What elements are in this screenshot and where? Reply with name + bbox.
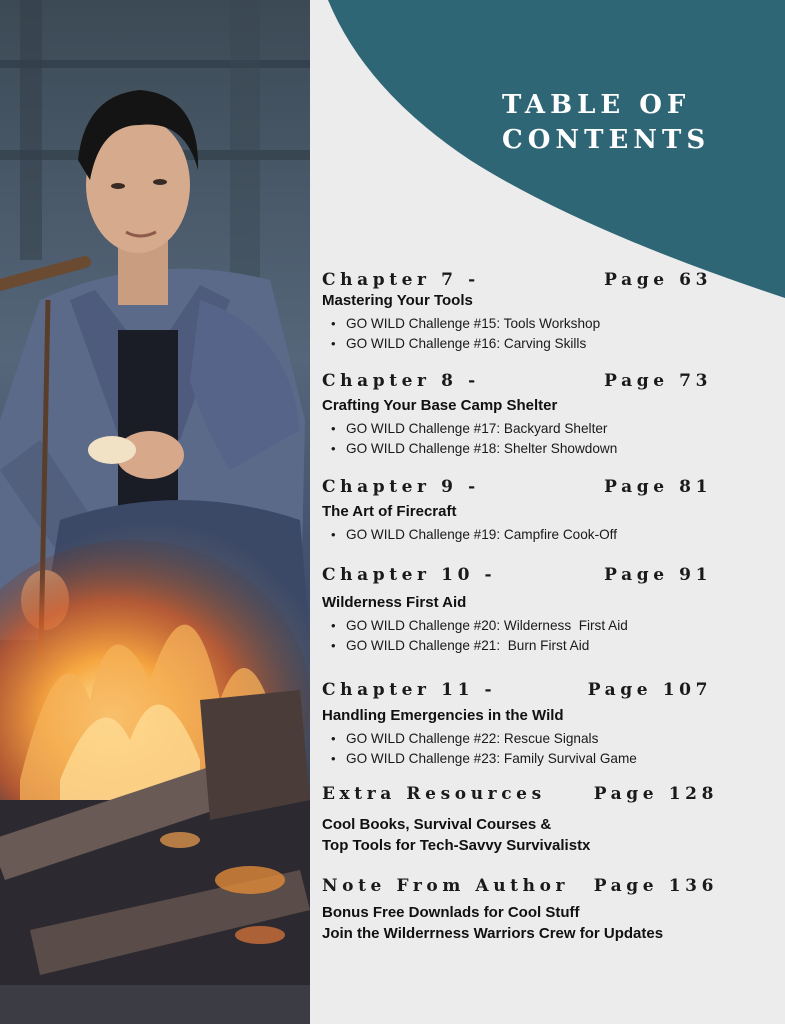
section-description: [322, 902, 718, 944]
chapter-heading: [322, 680, 712, 700]
chapter-heading: [322, 477, 712, 497]
chapter-page: Page 107: [587, 680, 712, 700]
note-from-author-entry: [322, 876, 718, 944]
chapter-label: Chapter 8 -: [322, 371, 480, 391]
chapter-9-entry: [322, 477, 712, 545]
challenge-item: • GO WILD Challenge #15: Tools Workshop: [322, 314, 712, 334]
section-page: Page 136: [593, 876, 718, 896]
chapter-label: Chapter 9 -: [322, 477, 480, 497]
chapter-page: Page 73: [604, 371, 712, 391]
chapter-title: Wilderness First Aid: [322, 594, 467, 611]
section-label: Note From Author: [322, 876, 570, 896]
chapter-7-entry: [322, 270, 712, 353]
section-heading: [322, 784, 718, 804]
challenge-list: [322, 419, 712, 458]
challenge-list: [322, 314, 712, 353]
description-line: Bonus Free Downlads for Cool Stuff: [322, 904, 580, 921]
challenge-item: • GO WILD Challenge #21: Burn First Aid: [322, 636, 712, 656]
cover-photo: [0, 0, 310, 1024]
challenge-item: • GO WILD Challenge #20: Wilderness First Aid: [322, 616, 712, 636]
section-page: Page 128: [593, 784, 718, 804]
challenge-item: • GO WILD Challenge #16: Carving Skills: [322, 334, 712, 354]
description-line: Top Tools for Tech-Savvy Survivalistx: [322, 837, 591, 854]
challenge-item: • GO WILD Challenge #17: Backyard Shelter: [322, 419, 712, 439]
section-description: [322, 814, 718, 856]
chapter-11-entry: [322, 680, 712, 768]
chapter-page: Page 91: [604, 565, 712, 585]
section-label: Extra Resources: [322, 784, 546, 804]
chapter-page: Page 81: [604, 477, 712, 497]
chapter-heading: [322, 270, 712, 290]
challenge-item: • GO WILD Challenge #23: Family Survival Game: [322, 749, 712, 769]
chapter-title: The Art of Firecraft: [322, 503, 457, 520]
campfire-photo-icon: [0, 0, 310, 1024]
chapter-label: Chapter 7 -: [322, 270, 480, 290]
chapter-8-entry: [322, 371, 712, 458]
section-heading: [322, 876, 718, 896]
description-line: Join the Wilderrness Warriors Crew for Updates: [322, 925, 664, 942]
description-line: Cool Books, Survival Courses &: [322, 816, 552, 833]
toc-page: [310, 0, 785, 1024]
challenge-item: • GO WILD Challenge #22: Rescue Signals: [322, 729, 712, 749]
challenge-item: • GO WILD Challenge #18: Shelter Showdown: [322, 439, 712, 459]
challenge-list: [322, 525, 712, 545]
chapter-heading: [322, 565, 712, 585]
challenge-list: [322, 729, 712, 768]
challenge-list: [322, 616, 712, 655]
title-line-2: CONTENTS: [502, 125, 711, 155]
title-line-1: TABLE OF: [502, 90, 691, 120]
chapter-title: Crafting Your Base Camp Shelter: [322, 397, 558, 414]
chapter-title: Mastering Your Tools: [322, 292, 473, 309]
extra-resources-entry: [322, 784, 718, 856]
page-title: [502, 88, 752, 158]
challenge-item: • GO WILD Challenge #19: Campfire Cook-Off: [322, 525, 712, 545]
chapter-title: Handling Emergencies in the Wild: [322, 707, 564, 724]
chapter-heading: [322, 371, 712, 391]
chapter-10-entry: [322, 565, 712, 655]
chapter-label: Chapter 10 -: [322, 565, 497, 585]
chapter-page: Page 63: [604, 270, 712, 290]
chapter-label: Chapter 11 -: [322, 680, 497, 700]
